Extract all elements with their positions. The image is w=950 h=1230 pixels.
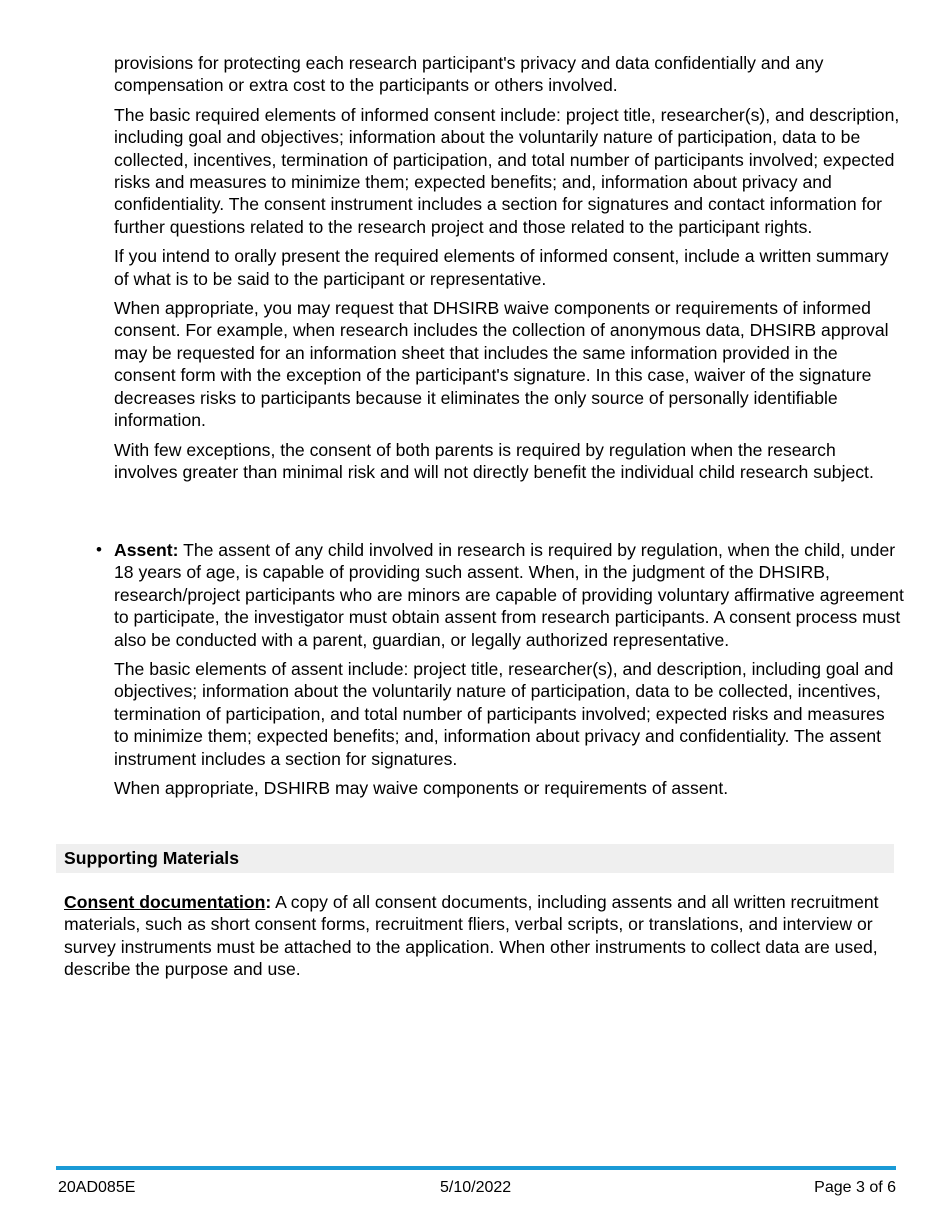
consent-waive-paragraph: When appropriate, you may request that DHSIRB waive components or requirements of informed consent. For example, when research includes the collection of anonymous data, DHSIRB approval may be requested for an information sheet that includes the same information provided in the consent form with the exception of the participant's signature. In this case, waiver of the signature decreases risks to participants because it eliminates the only source of personally identifiable information. xyxy=(114,298,889,431)
footer-rule xyxy=(56,1166,896,1170)
footer-date: 5/10/2022 xyxy=(440,1179,512,1196)
footer-page-number: Page 3 of 6 xyxy=(814,1179,896,1196)
assent-label: Assent: xyxy=(114,540,179,560)
consent-continued-paragraph: provisions for protecting each research participant's privacy and data confidentially and any compensation or extra cost to the participants or others involved. xyxy=(114,53,824,96)
assent-section xyxy=(114,539,904,806)
assent-intro-text: The assent of any child involved in research is required by regulation, when the child, under 18 years of age, is capable of providing such assent. When, in the judgment of the DHSIRB, research/project participants who are minors are capable of providing voluntary affirmative agreement to participate, the investigator must obtain assent from research participants. A consent process must also be conducted with a parent, guardian, or legally authorized representative. xyxy=(114,540,904,650)
consent-required-elements-paragraph: The basic required elements of informed consent include: project title, researcher(s), and description, including goal and objectives; information about the voluntarily nature of participation, data to be collected, incentives, termination of participation, and total number of participants involved; expected risks and measures to minimize them; expected benefits; and, information about privacy and confidentiality. The consent instrument includes a section for signatures and contact information for further questions related to the research project and those related to the participant rights. xyxy=(114,104,900,237)
assent-intro-paragraph xyxy=(114,539,904,651)
consent-documentation-label: Consent documentation xyxy=(64,892,266,912)
assent-waive-paragraph: When appropriate, DSHIRB may waive components or requirements of assent. xyxy=(114,778,729,799)
supporting-materials-header xyxy=(56,844,894,873)
footer-doc-id: 20AD085E xyxy=(58,1179,136,1196)
supporting-materials-title: Supporting Materials xyxy=(64,848,239,868)
consent-section xyxy=(114,52,904,490)
assent-elements-paragraph: The basic elements of assent include: project title, researcher(s), and description, including goal and objectives; information about the voluntarily nature of participation, data to be collected, incentives, termination of participation, and total number of participants involved; expected risks and measures to minimize them; expected benefits; and, information about privacy and confidentiality. The assent instrument includes a section for signatures. xyxy=(114,659,894,769)
assent-bullet: • xyxy=(96,540,102,559)
consent-documentation-paragraph xyxy=(64,891,900,981)
consent-documentation-text: A copy of all consent documents, including assents and all written recruitment materials, such as short consent forms, recruitment fliers, verbal scripts, or translations, and interview or survey instruments must be attached to the application. When other instruments to collect data are used, describe the purpose and use. xyxy=(64,892,879,980)
consent-orally-paragraph: If you intend to orally present the required elements of informed consent, include a written summary of what is to be said to the participant or representative. xyxy=(114,246,889,289)
consent-documentation-colon: : xyxy=(265,892,272,912)
consent-parents-paragraph: With few exceptions, the consent of both parents is required by regulation when the research involves greater than minimal risk and will not directly benefit the individual child research subject. xyxy=(114,439,874,482)
